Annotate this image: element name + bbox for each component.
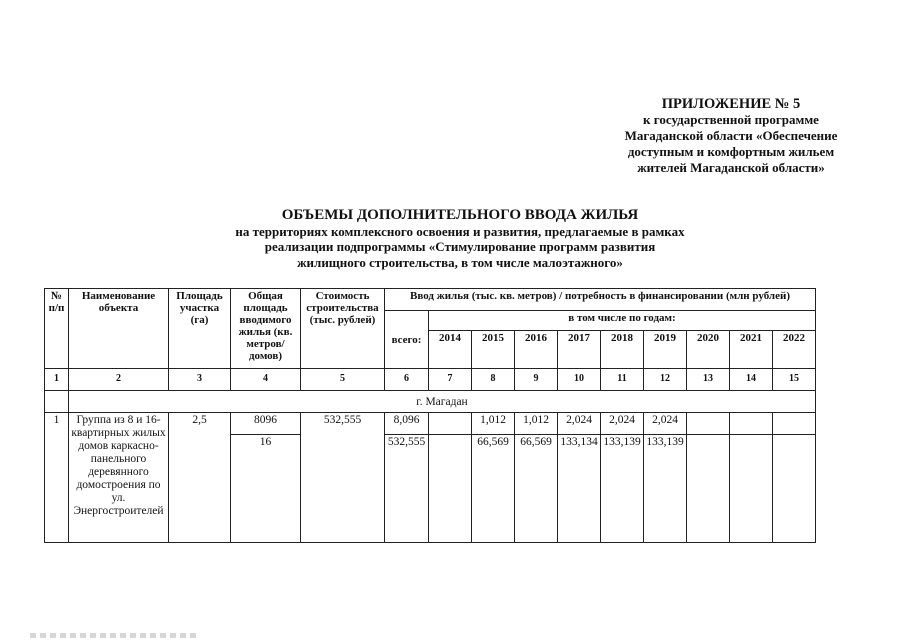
header-cost: Стоимость строительства (тыс. рублей) bbox=[301, 289, 385, 369]
table-row bbox=[45, 413, 816, 435]
title-line: на территориях комплексного освоения и развития, предлагаемые в рамках bbox=[235, 223, 685, 239]
finance-year-value: 66,569 bbox=[515, 435, 558, 543]
title-line: реализации подпрограммы «Стимулирование программ развития bbox=[264, 239, 656, 254]
header-row bbox=[45, 289, 816, 311]
finance-year-value bbox=[773, 435, 816, 543]
finance-year-value: 66,569 bbox=[472, 435, 515, 543]
housing-year-value: 1,012 bbox=[472, 413, 515, 435]
row-number: 1 bbox=[45, 413, 69, 543]
finance-year-value: 133,139 bbox=[644, 435, 687, 543]
header-year: 2020 bbox=[687, 331, 730, 369]
title-main: ОБЪЕМЫ ДОПОЛНИТЕЛЬНОГО ВВОДА ЖИЛЬЯ bbox=[281, 207, 639, 223]
column-number: 10 bbox=[558, 369, 601, 391]
housing-year-value: 1,012 bbox=[515, 413, 558, 435]
header-total: всего: bbox=[385, 311, 429, 369]
column-number: 14 bbox=[730, 369, 773, 391]
column-number: 2 bbox=[69, 369, 169, 391]
housing-total: 8,096 bbox=[385, 413, 429, 435]
total-area-houses: 16 bbox=[231, 435, 301, 543]
column-number: 11 bbox=[601, 369, 644, 391]
header-year: 2014 bbox=[429, 331, 472, 369]
header-year: 2015 bbox=[472, 331, 515, 369]
column-number: 5 bbox=[301, 369, 385, 391]
housing-year-value bbox=[687, 413, 730, 435]
housing-year-value bbox=[730, 413, 773, 435]
finance-year-value bbox=[429, 435, 472, 543]
header-year: 2022 bbox=[773, 331, 816, 369]
housing-year-value: 2,024 bbox=[644, 413, 687, 435]
housing-table bbox=[44, 288, 816, 543]
housing-year-value bbox=[773, 413, 816, 435]
scan-artifact bbox=[30, 633, 200, 638]
total-area-m2: 8096 bbox=[231, 413, 301, 435]
finance-year-value bbox=[730, 435, 773, 543]
header-total-area: Общая площадь вводимого жилья (кв. метров/ домов) bbox=[231, 289, 301, 369]
finance-year-value: 133,134 bbox=[558, 435, 601, 543]
finance-year-value: 133,139 bbox=[601, 435, 644, 543]
column-number: 3 bbox=[169, 369, 231, 391]
header-name: Наименование объекта bbox=[69, 289, 169, 369]
construction-cost: 532,555 bbox=[301, 413, 385, 543]
column-number: 12 bbox=[644, 369, 687, 391]
header-input: Ввод жилья (тыс. кв. метров) / потребность в финансировании (млн рублей) bbox=[385, 289, 816, 311]
city-spacer bbox=[45, 391, 69, 413]
column-number: 7 bbox=[429, 369, 472, 391]
housing-year-value: 2,024 bbox=[558, 413, 601, 435]
appendix-line: доступным и комфортным жильем bbox=[627, 144, 835, 159]
column-number: 8 bbox=[472, 369, 515, 391]
column-number: 6 bbox=[385, 369, 429, 391]
city-name: г. Магадан bbox=[69, 391, 816, 413]
appendix-line: жителей Магаданской области» bbox=[637, 160, 825, 175]
title-line: жилищного строительства, в том числе малоэтажного» bbox=[297, 254, 623, 270]
column-number: 4 bbox=[231, 369, 301, 391]
document-title bbox=[180, 208, 740, 270]
header-year: 2016 bbox=[515, 331, 558, 369]
finance-total: 532,555 bbox=[385, 435, 429, 543]
header-area: Площадь участка (га) bbox=[169, 289, 231, 369]
object-name: Группа из 8 и 16-квартирных жилых домов каркасно-панельного деревянного домостроения по ул. Энергостроителей bbox=[69, 413, 169, 543]
header-num: № п/п bbox=[45, 289, 69, 369]
column-number: 13 bbox=[687, 369, 730, 391]
header-year: 2017 bbox=[558, 331, 601, 369]
appendix-line: к государственной программе bbox=[643, 112, 819, 127]
plot-area: 2,5 bbox=[169, 413, 231, 543]
column-number: 1 bbox=[45, 369, 69, 391]
appendix-line: Магаданской области «Обеспечение bbox=[624, 128, 838, 143]
appendix-header bbox=[600, 96, 862, 176]
appendix-title: ПРИЛОЖЕНИЕ № 5 bbox=[661, 96, 801, 112]
header-year: 2021 bbox=[730, 331, 773, 369]
column-number: 15 bbox=[773, 369, 816, 391]
column-number: 9 bbox=[515, 369, 558, 391]
header-year: 2019 bbox=[644, 331, 687, 369]
housing-year-value: 2,024 bbox=[601, 413, 644, 435]
header-by-years: в том числе по годам: bbox=[429, 311, 816, 331]
finance-year-value bbox=[687, 435, 730, 543]
city-row bbox=[45, 391, 816, 413]
column-numbers-row bbox=[45, 369, 816, 391]
housing-year-value bbox=[429, 413, 472, 435]
header-year: 2018 bbox=[601, 331, 644, 369]
